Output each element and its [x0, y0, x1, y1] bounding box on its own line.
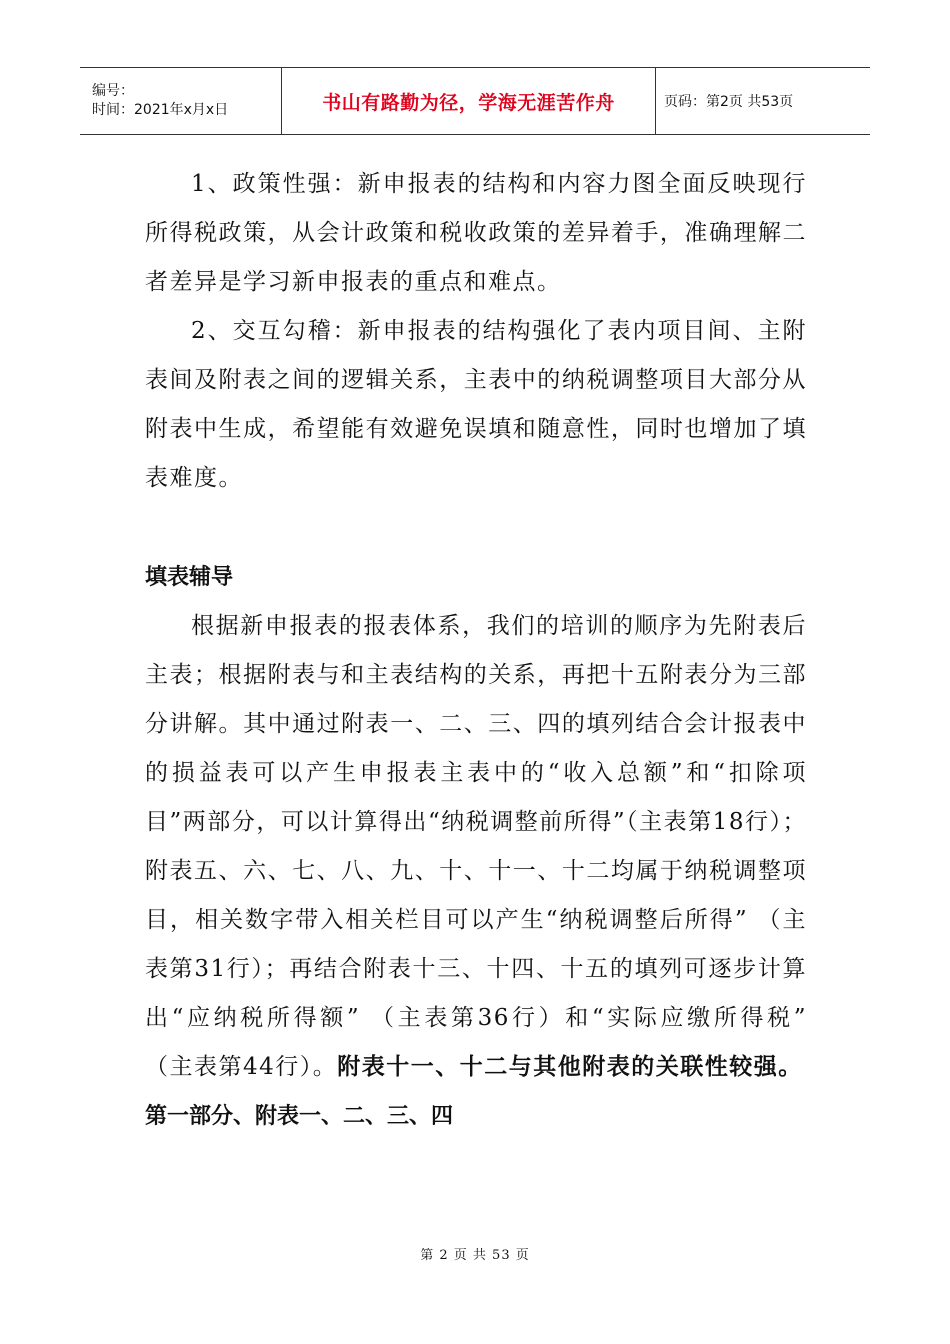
paragraph-policy: 1、政策性强：新申报表的结构和内容力图全面反映现行所得税政策，从会计政策和税收政策的差异着手，准确理解二者差异是学习新申报表的重点和难点。 — [145, 171, 807, 295]
section-spacer — [145, 503, 807, 553]
document-number-label: 编号： — [92, 83, 134, 99]
header-meta — [80, 68, 282, 134]
paragraph-guidance-text: 根据新申报表的报表体系，我们的培训的顺序为先附表后主表；根据附表与和主表结构的关系，再把十五附表分为三部分讲解。其中通过附表一、二、三、四的填列结合会计报表中的损益表可以产生申报表主表中的“收入总额”和“扣除项目”两部分，可以计算得出“纳税调整前所得”（主表第18行）；附表五、六、七、八、九、十、十一、十二均属于纳税调整项目，相关数字带入相关栏目可以产生“纳税调整后所得” （主表第31行）；再结合附表十三、十四、十五的填列可逐步计算出“应纳税所得额” （主表第36行）和“实际应缴所得税” （主表第44行）。 — [145, 613, 807, 1080]
page-header — [80, 67, 870, 135]
document-date: 时间：2021年x月x日 — [92, 102, 229, 118]
header-page-info: 页码：第2页 共53页 — [664, 94, 794, 110]
header-motto: 书山有路勤为径，学海无涯苦作舟 — [322, 91, 615, 114]
section-heading-part-one: 第一部分、附表一、二、三、四 — [145, 1104, 454, 1129]
page-footer: 第 2 页 共 53 页 — [420, 1248, 530, 1263]
paragraph-guidance-emphasis: 附表十一、十二与其他附表的关联性较强。 — [337, 1054, 803, 1080]
header-page-cell — [656, 68, 870, 134]
document-body — [145, 160, 807, 1141]
section-heading-guidance: 填表辅导 — [145, 565, 234, 590]
header-motto-cell — [282, 68, 656, 134]
paragraph-cross-check: 2、交互勾稽：新申报表的结构强化了表内项目间、主附表间及附表之间的逻辑关系，主表中的纳税调整项目大部分从附表中生成，希望能有效避免误填和随意性，同时也增加了填表难度。 — [145, 318, 807, 491]
paragraph-guidance — [145, 602, 807, 1092]
